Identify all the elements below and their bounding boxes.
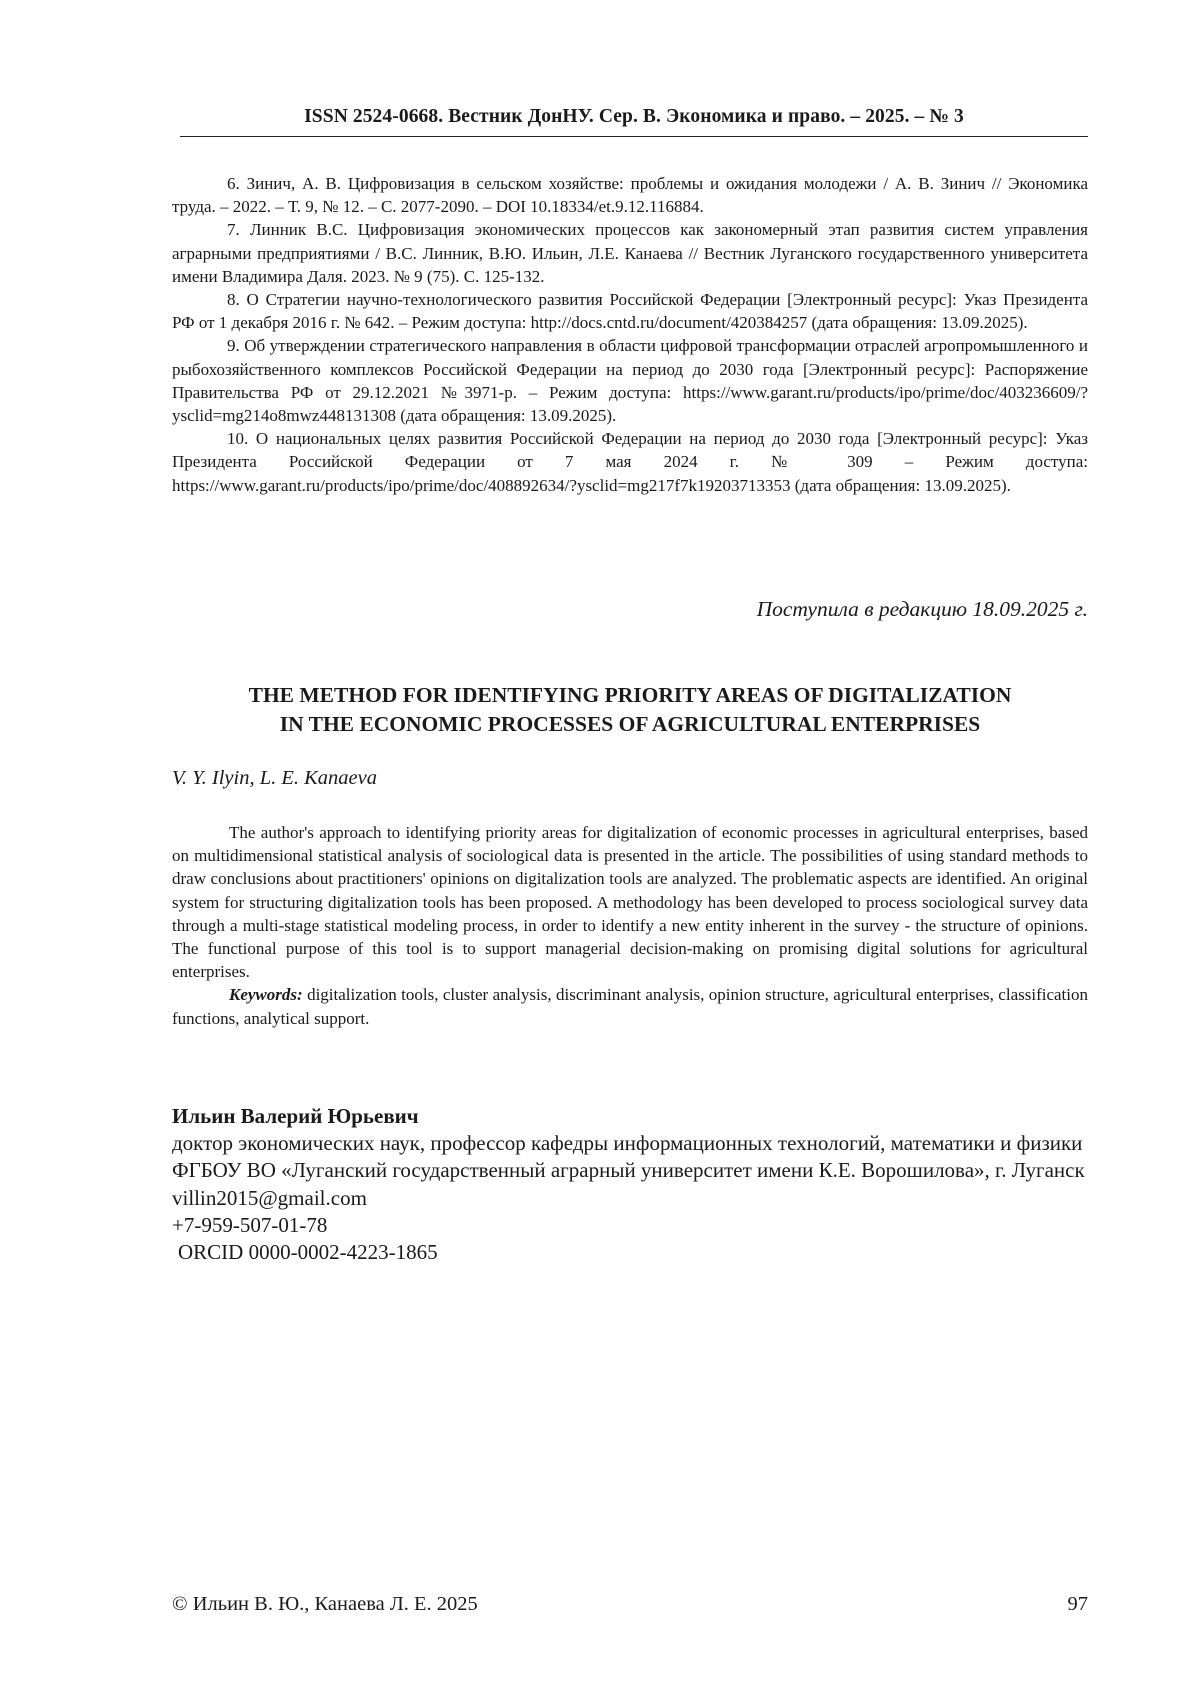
header-divider bbox=[180, 136, 1088, 137]
reference-item: 6. Зинич, А. В. Цифровизация в сельском хозяйстве: проблемы и ожидания молодежи / А. В. Зинич // Экономика труда. – 2022. – Т. 9, № 12. – С. 2077-2090. – DOI 10.18334/et.9.12.116884. bbox=[172, 174, 1088, 217]
received-date: Поступила в редакцию 18.09.2025 г. bbox=[756, 597, 1088, 621]
author-position: доктор экономических наук, профессор кафедры информационных технологий, математики и физики bbox=[172, 1131, 1083, 1156]
reference-item: 8. О Стратегии научно-технологического развития Российской Федерации [Электронный ресурс]: Указ Президента РФ от 1 декабря 2016 г. № 642. – Режим доступа: http://docs.cntd.ru/document/420384257 (дата обращения: 13.09.2025). bbox=[172, 290, 1088, 333]
author-orcid: ORCID 0000-0002-4223-1865 bbox=[178, 1240, 438, 1265]
author-name: Ильин Валерий Юрьевич bbox=[172, 1104, 419, 1128]
journal-header: ISSN 2524-0668. Вестник ДонНУ. Сер. В. Экономика и право. – 2025. – № 3 bbox=[304, 106, 964, 127]
reference-item: 7. Линник В.С. Цифровизация экономических процессов как закономерный этап развития систем управления аграрными предприятиями / В.С. Линник, В.Ю. Ильин, Л.Е. Канаева // Вестник Луганского государственного университета имени Владимира Даля. 2023. № 9 (75). С. 125-132. bbox=[172, 220, 1088, 286]
abstract-text: The author's approach to identifying priority areas for digitalization of economic processes in agricultural enterprises, based on multidimensional statistical analysis of sociological data is presented in the article. The possibilities of using standard methods to draw conclusions about practitioners' opinions on digitalization tools are analyzed. The problematic aspects are identified. An original system for structuring digitalization tools has been proposed. A methodology has been developed to process sociological survey data through a multi-stage statistical modeling process, in order to identify a new entity inherent in the survey - the structure of opinions. The functional purpose of this tool is to support managerial decision-making on promising digital solutions for agricultural enterprises. bbox=[172, 823, 1088, 982]
reference-list bbox=[172, 172, 1088, 497]
article-authors: V. Y. Ilyin, L. E. Kanaeva bbox=[172, 767, 378, 789]
keywords-label: Keywords: bbox=[229, 985, 303, 1005]
author-phone: +7-959-507-01-78 bbox=[172, 1212, 328, 1237]
footer-copyright: © Ильин В. Ю., Канаева Л. Е. 2025 bbox=[172, 1593, 478, 1615]
author-email: villin2015@gmail.com bbox=[172, 1185, 367, 1210]
page-number: 97 bbox=[1067, 1593, 1088, 1615]
reference-item: 10. О национальных целях развития Российской Федерации на период до 2030 года [Электронный ресурс]: Указ Президента Российской Федерации от 7 мая 2024 г. № 309 – Режим доступа: https://www.garant.ru/products/ipo/prime/doc/408892634/?ysclid=mg217f7k19203713353 (дата обращения: 13.09.2025). bbox=[172, 429, 1088, 495]
abstract bbox=[172, 821, 1088, 1030]
article-title-line2: IN THE ECONOMIC PROCESSES OF AGRICULTURAL ENTERPRISES bbox=[279, 712, 981, 736]
article-title-line1: THE METHOD FOR IDENTIFYING PRIORITY AREAS OF DIGITALIZATION bbox=[248, 683, 1012, 707]
article-title bbox=[160, 681, 1100, 739]
keywords bbox=[172, 983, 1088, 1029]
author-affiliation: ФГБОУ ВО «Луганский государственный аграрный университет имени К.Е. Ворошилова», г. Луганск bbox=[172, 1158, 1085, 1183]
keywords-text: digitalization tools, cluster analysis, discriminant analysis, opinion structure, agricultural enterprises, classification functions, analytical support. bbox=[172, 985, 1088, 1028]
author-info bbox=[172, 1103, 1088, 1266]
reference-item: 9. Об утверждении стратегического направления в области цифровой трансформации отраслей агропромышленного и рыбохозяйственного комплексов Российской Федерации на период до 2030 года [Электронный ресурс]: Распоряжение Правительства РФ от 29.12.2021 №3971-р. – Режим доступа: https://www.garant.ru/products/ipo/prime/doc/403236609/?ysclid=mg214o8mwz448131308 (дата обращения: 13.09.2025). bbox=[172, 336, 1088, 426]
